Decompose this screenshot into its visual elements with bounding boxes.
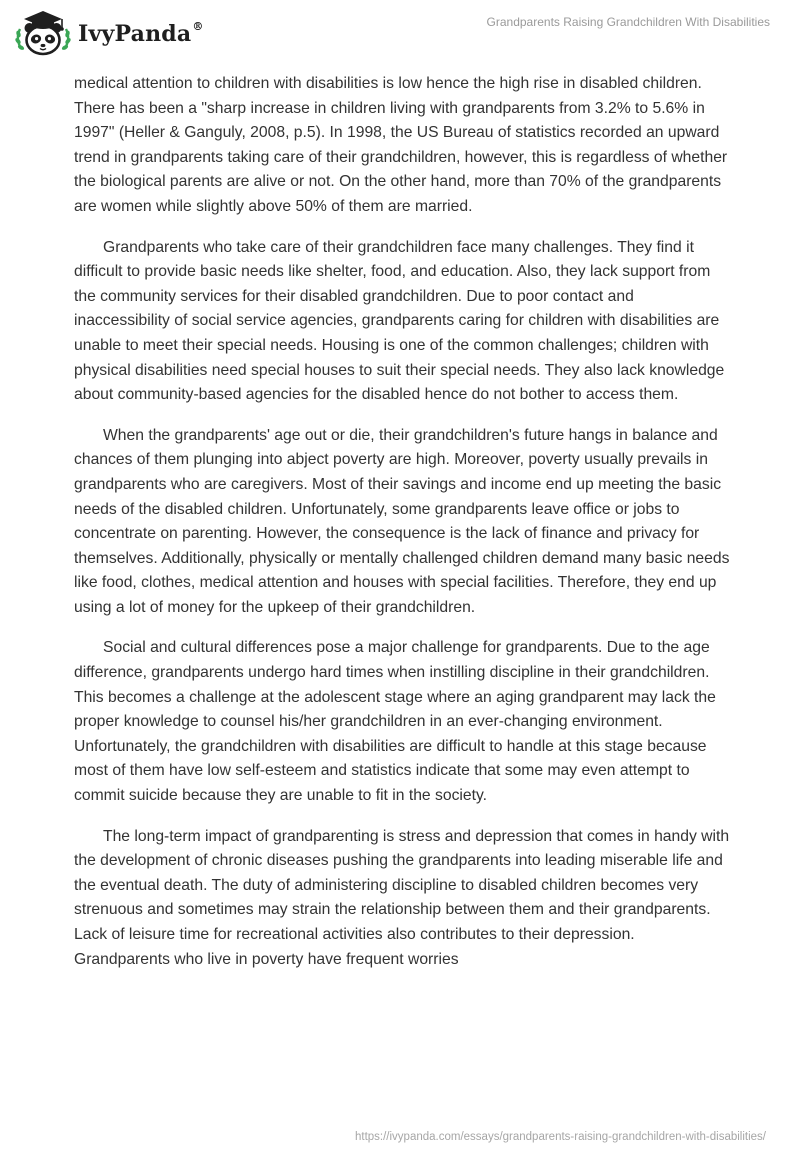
brand-name xyxy=(78,21,204,47)
paragraph-5: The long-term impact of grandparenting is stress and depression that comes in handy with the development of chronic diseases pushing the grandparents into leading miserable life and the eventual death. The duty of administering discipline to disabled children becomes very strenuous and sometimes may strain the relationship between them and their grandparents. Lack of leisure time for recreational activities also contributes to their depression. Grandparents who live in poverty have frequent worries xyxy=(74,827,730,968)
ivypanda-logo[interactable] xyxy=(14,8,204,58)
document-title: Grandparents Raising Grandchildren With Disabilities xyxy=(486,15,770,29)
brand-name-text: IvyPanda xyxy=(78,21,192,47)
paragraph-2: Grandparents who take care of their grandchildren face many challenges. They find it difficult to provide basic needs like shelter, food, and education. Also, they lack support from the community services for their disabled grandchildren. Due to poor contact and inaccessibility of social service agencies, grandparents caring for children with disabilities are unable to meet their special needs. Housing is one of the common challenges; children with physical disabilities need special houses to suit their special needs. They also lack knowledge about community-based agencies for the disabled hence do not bother to access them. xyxy=(74,238,725,404)
page-header xyxy=(0,0,800,64)
paragraph-1: medical attention to children with disabilities is low hence the high rise in disabled children. There has been a "sharp increase in children living with grandparents from 3.2% to 5.6% in 1997" (Heller & Ganguly, 2008, p.5). In 1998, the US Bureau of statistics recorded an upward trend in grandparents taking care of their grandchildren, however, this is regardless of whether the biological parents are alive or not. On the other hand, more than 70% of the grandparents are women while slightly above 50% of them are married. xyxy=(74,75,728,215)
source-url[interactable]: https://ivypanda.com/essays/grandparents-raising-grandchildren-with-disabilities/ xyxy=(354,1131,766,1143)
trademark-symbol: ® xyxy=(192,19,204,33)
panda-graduate-icon xyxy=(14,8,72,58)
paragraph-3: When the grandparents' age out or die, their grandchildren's future hangs in balance and chances of them plunging into abject poverty are high. Moreover, poverty usually prevails in grandparents who are caregivers. Most of their savings and income end up meeting the basic needs of the disabled children. Unfortunately, some grandparents leave office or jobs to concentrate on parenting. However, the consequence is the lack of finance and privacy for themselves. Additionally, physically or mentally challenged children demand many basic needs like food, clothes, medical attention and houses with special facilities. Therefore, they end up using a lot of money for the upkeep of their grandchildren. xyxy=(74,426,730,616)
essay-body xyxy=(74,72,734,988)
paragraph-4: Social and cultural differences pose a major challenge for grandparents. Due to the age difference, grandparents undergo hard times when instilling discipline in their grandchildren. This becomes a challenge at the adolescent stage where an aging grandparent may lack the proper knowledge to counsel his/her grandchildren in an ever-changing environment. Unfortunately, the grandchildren with disabilities are difficult to handle at this stage because most of them have low self-esteem and statistics indicate that some may even attempt to commit suicide because they are unable to fit in the society. xyxy=(74,639,716,805)
